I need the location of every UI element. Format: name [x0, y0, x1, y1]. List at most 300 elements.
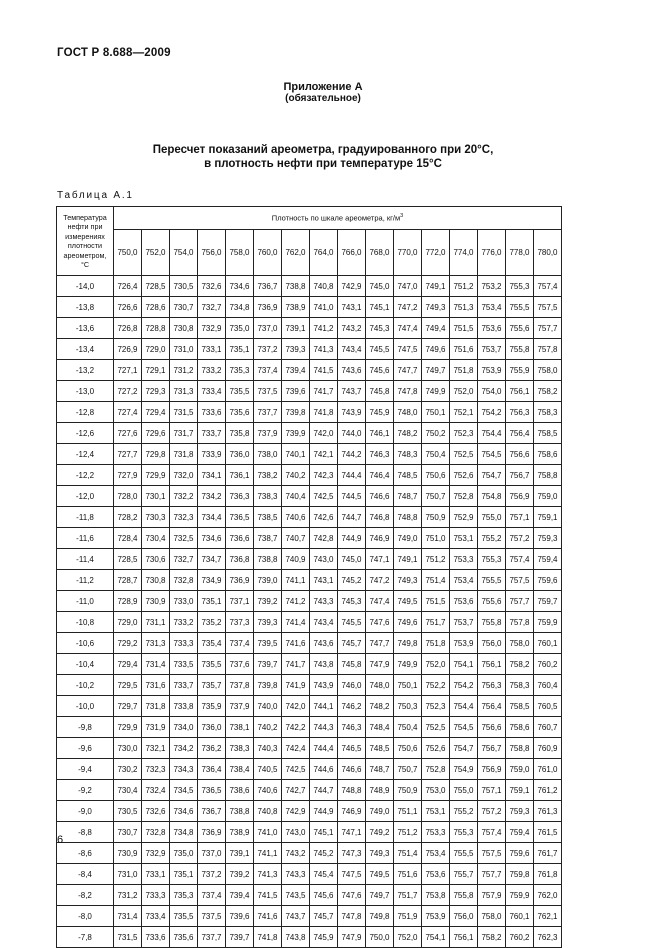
density-cell: 738,2	[254, 465, 282, 486]
density-cell: 751,7	[422, 612, 450, 633]
density-cell: 746,9	[366, 528, 394, 549]
temperature-cell: -13,8	[57, 297, 114, 318]
table-row	[57, 717, 562, 738]
density-cell: 737,5	[198, 906, 226, 927]
density-cell: 753,7	[450, 612, 478, 633]
density-cell: 753,3	[450, 549, 478, 570]
temperature-cell: -13,0	[57, 381, 114, 402]
density-cell: 755,5	[478, 570, 506, 591]
temperature-cell: -7,8	[57, 927, 114, 948]
density-cell: 743,4	[310, 612, 338, 633]
density-cell: 757,2	[506, 528, 534, 549]
density-cell: 731,8	[170, 444, 198, 465]
density-cell: 739,6	[226, 906, 254, 927]
density-cell: 732,4	[142, 780, 170, 801]
density-cell: 737,7	[198, 927, 226, 948]
density-cell: 736,2	[198, 738, 226, 759]
density-cell: 758,6	[534, 444, 562, 465]
density-cell: 730,4	[114, 780, 142, 801]
density-cell: 740,4	[282, 486, 310, 507]
density-cell: 756,3	[478, 675, 506, 696]
density-cell: 740,1	[282, 444, 310, 465]
density-cell: 756,9	[506, 486, 534, 507]
table-row	[57, 843, 562, 864]
density-cell: 754,2	[450, 675, 478, 696]
density-cell: 751,5	[422, 591, 450, 612]
density-cell: 747,0	[394, 276, 422, 297]
density-cell: 748,2	[366, 696, 394, 717]
density-cell: 741,9	[282, 675, 310, 696]
density-cell: 733,2	[170, 612, 198, 633]
density-cell: 735,3	[170, 885, 198, 906]
density-cell: 759,1	[506, 780, 534, 801]
density-cell: 743,9	[310, 675, 338, 696]
density-cell: 729,6	[142, 423, 170, 444]
density-cell: 758,2	[506, 654, 534, 675]
density-cell: 753,9	[450, 633, 478, 654]
density-cell: 741,2	[282, 591, 310, 612]
density-cell: 739,8	[282, 402, 310, 423]
density-cell: 756,4	[478, 696, 506, 717]
density-column-header: 756,0	[198, 230, 226, 276]
density-cell: 736,3	[226, 486, 254, 507]
density-cell: 750,6	[394, 738, 422, 759]
density-cell: 732,3	[142, 759, 170, 780]
density-cell: 751,1	[394, 801, 422, 822]
density-cell: 753,9	[478, 360, 506, 381]
density-cell: 748,5	[394, 465, 422, 486]
density-cell: 748,9	[366, 780, 394, 801]
density-cell: 731,2	[170, 360, 198, 381]
temperature-header-line: °С	[80, 260, 90, 269]
density-cell: 741,0	[310, 297, 338, 318]
density-cell: 730,3	[142, 507, 170, 528]
density-cell: 741,7	[310, 381, 338, 402]
density-cell: 745,5	[338, 612, 366, 633]
density-cell: 747,4	[394, 318, 422, 339]
density-cell: 750,1	[394, 675, 422, 696]
table-row	[57, 339, 562, 360]
density-cell: 735,9	[198, 696, 226, 717]
density-cell: 735,8	[226, 423, 254, 444]
density-cell: 743,7	[282, 906, 310, 927]
table-row	[57, 381, 562, 402]
density-cell: 743,9	[338, 402, 366, 423]
density-columns-row	[57, 230, 562, 276]
density-cell: 751,2	[450, 276, 478, 297]
density-cell: 726,6	[114, 297, 142, 318]
density-cell: 734,6	[198, 528, 226, 549]
density-cell: 737,4	[198, 885, 226, 906]
density-cell: 744,7	[338, 507, 366, 528]
density-cell: 760,7	[534, 717, 562, 738]
density-cell: 753,6	[478, 318, 506, 339]
density-cell: 756,3	[506, 402, 534, 423]
density-cell: 742,3	[310, 465, 338, 486]
density-cell: 759,0	[506, 759, 534, 780]
density-cell: 744,2	[338, 444, 366, 465]
density-cell: 752,0	[394, 927, 422, 948]
density-cell: 730,0	[114, 738, 142, 759]
density-column-header: 750,0	[114, 230, 142, 276]
density-cell: 746,4	[366, 465, 394, 486]
density-cell: 735,6	[226, 402, 254, 423]
density-cell: 736,0	[226, 444, 254, 465]
temperature-cell: -8,8	[57, 822, 114, 843]
density-cell: 751,2	[394, 822, 422, 843]
table-row	[57, 318, 562, 339]
density-cell: 741,3	[254, 864, 282, 885]
density-cell: 739,5	[254, 633, 282, 654]
temperature-cell: -11,4	[57, 549, 114, 570]
density-cell: 760,9	[534, 738, 562, 759]
density-cell: 743,3	[282, 864, 310, 885]
density-cell: 761,8	[534, 864, 562, 885]
density-cell: 742,6	[310, 507, 338, 528]
temperature-cell: -13,4	[57, 339, 114, 360]
density-cell: 734,0	[170, 717, 198, 738]
density-table-wrapper	[56, 206, 562, 948]
density-cell: 759,4	[506, 822, 534, 843]
density-cell: 739,6	[282, 381, 310, 402]
density-cell: 739,1	[282, 318, 310, 339]
density-cell: 743,8	[310, 654, 338, 675]
density-cell: 753,3	[422, 822, 450, 843]
temperature-cell: -12,0	[57, 486, 114, 507]
density-cell: 750,9	[422, 507, 450, 528]
density-cell: 743,0	[310, 549, 338, 570]
density-cell: 732,7	[170, 549, 198, 570]
density-cell: 749,3	[366, 843, 394, 864]
density-cell: 729,7	[114, 696, 142, 717]
density-cell: 751,0	[422, 528, 450, 549]
density-cell: 732,7	[198, 297, 226, 318]
table-row	[57, 297, 562, 318]
density-cell: 759,7	[534, 591, 562, 612]
table-row	[57, 864, 562, 885]
density-cell: 739,2	[226, 864, 254, 885]
temperature-header-line: плотности	[67, 241, 103, 250]
density-cell: 752,0	[422, 654, 450, 675]
density-cell: 741,4	[282, 612, 310, 633]
density-cell: 732,6	[198, 276, 226, 297]
temperature-cell: -8,2	[57, 885, 114, 906]
table-row	[57, 633, 562, 654]
density-cell: 749,2	[366, 822, 394, 843]
density-cell: 745,2	[338, 570, 366, 591]
density-cell: 733,8	[170, 696, 198, 717]
density-cell: 731,2	[114, 885, 142, 906]
table-row	[57, 675, 562, 696]
density-cell: 730,8	[170, 318, 198, 339]
density-cell: 730,7	[114, 822, 142, 843]
density-cell: 736,5	[198, 780, 226, 801]
density-cell: 734,4	[198, 507, 226, 528]
density-cell: 747,1	[366, 549, 394, 570]
density-cell: 730,2	[114, 759, 142, 780]
table-row	[57, 360, 562, 381]
density-cell: 757,7	[534, 318, 562, 339]
density-cell: 745,1	[310, 822, 338, 843]
density-cell: 745,0	[338, 549, 366, 570]
density-cell: 740,6	[254, 780, 282, 801]
density-cell: 743,4	[338, 339, 366, 360]
density-cell: 762,3	[534, 927, 562, 948]
density-cell: 741,0	[254, 822, 282, 843]
density-cell: 743,1	[338, 297, 366, 318]
density-cell: 739,7	[254, 654, 282, 675]
density-cell: 755,2	[478, 528, 506, 549]
density-cell: 734,5	[170, 780, 198, 801]
temperature-cell: -10,4	[57, 654, 114, 675]
density-cell: 743,1	[310, 570, 338, 591]
density-cell: 732,8	[170, 570, 198, 591]
density-cell: 742,1	[310, 444, 338, 465]
density-cell: 731,0	[114, 864, 142, 885]
density-cell: 744,9	[338, 528, 366, 549]
density-cell: 733,6	[198, 402, 226, 423]
density-cell: 731,6	[142, 675, 170, 696]
density-cell: 742,7	[282, 780, 310, 801]
page-number: 6	[57, 834, 64, 846]
density-cell: 757,9	[478, 885, 506, 906]
density-cell: 752,2	[422, 675, 450, 696]
density-cell: 753,4	[450, 570, 478, 591]
density-cell: 740,0	[254, 696, 282, 717]
density-cell: 734,3	[170, 759, 198, 780]
density-cell: 747,6	[366, 612, 394, 633]
density-cell: 758,0	[534, 360, 562, 381]
density-cell: 731,9	[142, 717, 170, 738]
density-cell: 753,4	[422, 843, 450, 864]
table-row	[57, 423, 562, 444]
density-cell: 738,0	[254, 444, 282, 465]
density-cell: 737,2	[254, 339, 282, 360]
temperature-cell: -8,4	[57, 864, 114, 885]
density-cell: 749,6	[422, 339, 450, 360]
density-cell: 754,5	[450, 717, 478, 738]
density-cell: 735,6	[170, 927, 198, 948]
density-cell: 736,7	[254, 276, 282, 297]
density-cell: 732,9	[142, 843, 170, 864]
table-row	[57, 654, 562, 675]
density-cell: 742,8	[310, 528, 338, 549]
density-cell: 752,3	[450, 423, 478, 444]
density-cell: 729,2	[114, 633, 142, 654]
density-cell: 747,4	[366, 591, 394, 612]
density-cell: 730,4	[142, 528, 170, 549]
density-cell: 744,6	[310, 759, 338, 780]
density-cell: 740,7	[282, 528, 310, 549]
table-row	[57, 402, 562, 423]
density-cell: 729,4	[142, 402, 170, 423]
density-cell: 730,5	[114, 801, 142, 822]
density-cell: 742,0	[310, 423, 338, 444]
density-cell: 757,5	[478, 843, 506, 864]
density-cell: 752,1	[450, 402, 478, 423]
density-cell: 740,3	[254, 738, 282, 759]
density-cell: 737,9	[254, 423, 282, 444]
density-cell: 753,4	[478, 297, 506, 318]
density-cell: 756,9	[478, 759, 506, 780]
density-cell: 734,6	[226, 276, 254, 297]
density-cell: 740,2	[254, 717, 282, 738]
density-cell: 732,6	[142, 801, 170, 822]
density-cell: 739,1	[226, 843, 254, 864]
density-cell: 747,1	[338, 822, 366, 843]
density-cell: 729,4	[114, 654, 142, 675]
density-cell: 753,7	[478, 339, 506, 360]
density-cell: 729,0	[142, 339, 170, 360]
density-cell: 732,0	[170, 465, 198, 486]
density-cell: 733,7	[170, 675, 198, 696]
density-cell: 759,4	[534, 549, 562, 570]
density-cell: 749,7	[366, 885, 394, 906]
density-cell: 753,8	[422, 885, 450, 906]
density-cell: 749,1	[394, 549, 422, 570]
density-cell: 755,3	[478, 549, 506, 570]
density-cell: 734,8	[170, 822, 198, 843]
density-cell: 749,4	[422, 318, 450, 339]
temperature-header-line: измерениях	[65, 231, 105, 241]
density-cell: 741,2	[310, 318, 338, 339]
density-cell: 752,9	[450, 507, 478, 528]
density-cell: 747,9	[366, 654, 394, 675]
density-cell: 756,0	[450, 906, 478, 927]
density-cell: 741,6	[282, 633, 310, 654]
table-row	[57, 444, 562, 465]
density-cell: 751,5	[450, 318, 478, 339]
density-cell: 732,1	[142, 738, 170, 759]
density-cell: 749,7	[422, 360, 450, 381]
density-cell: 732,3	[170, 507, 198, 528]
density-cell: 747,2	[366, 570, 394, 591]
density-cell: 749,8	[366, 906, 394, 927]
density-cell: 743,7	[338, 381, 366, 402]
density-cell: 757,4	[478, 822, 506, 843]
density-cell: 748,8	[338, 780, 366, 801]
density-cell: 748,0	[366, 675, 394, 696]
density-cell: 759,0	[534, 486, 562, 507]
density-cell: 733,1	[198, 339, 226, 360]
table-title-line1: Пересчет показаний ареометра, градуированного при 20°С,	[152, 144, 494, 156]
density-cell: 726,9	[114, 339, 142, 360]
temperature-cell: -10,2	[57, 675, 114, 696]
density-cell: 733,9	[198, 444, 226, 465]
density-cell: 758,3	[534, 402, 562, 423]
density-cell: 753,6	[450, 591, 478, 612]
density-cell: 755,0	[478, 507, 506, 528]
table-label: Таблица А.1	[57, 190, 134, 201]
density-cell: 728,2	[114, 507, 142, 528]
density-cell: 742,9	[338, 276, 366, 297]
density-cell: 746,8	[366, 507, 394, 528]
density-cell: 748,3	[394, 444, 422, 465]
density-cell: 752,0	[450, 381, 478, 402]
density-cell: 753,1	[450, 528, 478, 549]
density-cell: 741,8	[310, 402, 338, 423]
density-cell: 743,3	[310, 591, 338, 612]
density-cell: 746,3	[338, 717, 366, 738]
temperature-cell: -12,6	[57, 423, 114, 444]
density-cell: 738,4	[226, 759, 254, 780]
temperature-cell: -14,0	[57, 276, 114, 297]
density-column-header: 760,0	[254, 230, 282, 276]
density-cell: 754,7	[450, 738, 478, 759]
temperature-cell: -9,0	[57, 801, 114, 822]
density-cell: 745,8	[338, 654, 366, 675]
appendix-title: Приложение А	[283, 81, 363, 93]
density-cell: 741,1	[282, 570, 310, 591]
density-cell: 745,1	[366, 297, 394, 318]
density-cell: 752,5	[450, 444, 478, 465]
density-cell: 736,8	[226, 549, 254, 570]
density-cell: 760,2	[506, 927, 534, 948]
density-cell: 757,2	[478, 801, 506, 822]
density-cell: 755,3	[450, 822, 478, 843]
density-cell: 744,4	[310, 738, 338, 759]
density-cell: 730,5	[170, 276, 198, 297]
density-cell: 738,8	[226, 801, 254, 822]
density-cell: 758,8	[534, 465, 562, 486]
density-cell: 737,4	[226, 633, 254, 654]
temperature-cell: -13,6	[57, 318, 114, 339]
density-cell: 749,0	[394, 528, 422, 549]
temperature-header-line: Температура	[63, 212, 107, 222]
density-cell: 734,2	[170, 738, 198, 759]
density-cell: 758,6	[506, 717, 534, 738]
density-cell: 746,0	[338, 675, 366, 696]
density-cell: 753,2	[478, 276, 506, 297]
density-cell: 747,6	[338, 885, 366, 906]
density-cell: 738,3	[226, 738, 254, 759]
density-cell: 727,7	[114, 444, 142, 465]
density-column-header: 780,0	[534, 230, 562, 276]
density-cell: 747,7	[366, 633, 394, 654]
density-cell: 752,8	[422, 759, 450, 780]
density-cell: 749,9	[394, 654, 422, 675]
density-cell: 749,0	[366, 801, 394, 822]
density-cell: 752,3	[422, 696, 450, 717]
density-cell: 733,4	[198, 381, 226, 402]
density-cell: 751,7	[394, 885, 422, 906]
density-cell: 728,7	[114, 570, 142, 591]
temperature-cell: -9,6	[57, 738, 114, 759]
table-row	[57, 885, 562, 906]
density-cell: 738,8	[254, 549, 282, 570]
density-cell: 734,7	[198, 549, 226, 570]
density-cell: 740,2	[282, 465, 310, 486]
density-cell: 744,3	[310, 717, 338, 738]
density-column-header: 770,0	[394, 230, 422, 276]
density-cell: 749,3	[422, 297, 450, 318]
density-cell: 745,2	[310, 843, 338, 864]
temperature-cell: -12,8	[57, 402, 114, 423]
density-cell: 732,2	[170, 486, 198, 507]
density-cell: 755,8	[478, 612, 506, 633]
table-row	[57, 570, 562, 591]
density-cell: 733,3	[170, 633, 198, 654]
density-cell: 751,6	[450, 339, 478, 360]
density-cell: 728,6	[142, 297, 170, 318]
density-cell: 735,5	[226, 381, 254, 402]
density-cell: 750,3	[394, 696, 422, 717]
density-cell: 756,1	[478, 654, 506, 675]
density-cell: 731,5	[170, 402, 198, 423]
density-cell: 741,7	[282, 654, 310, 675]
density-cell: 749,9	[422, 381, 450, 402]
density-cell: 756,6	[478, 717, 506, 738]
